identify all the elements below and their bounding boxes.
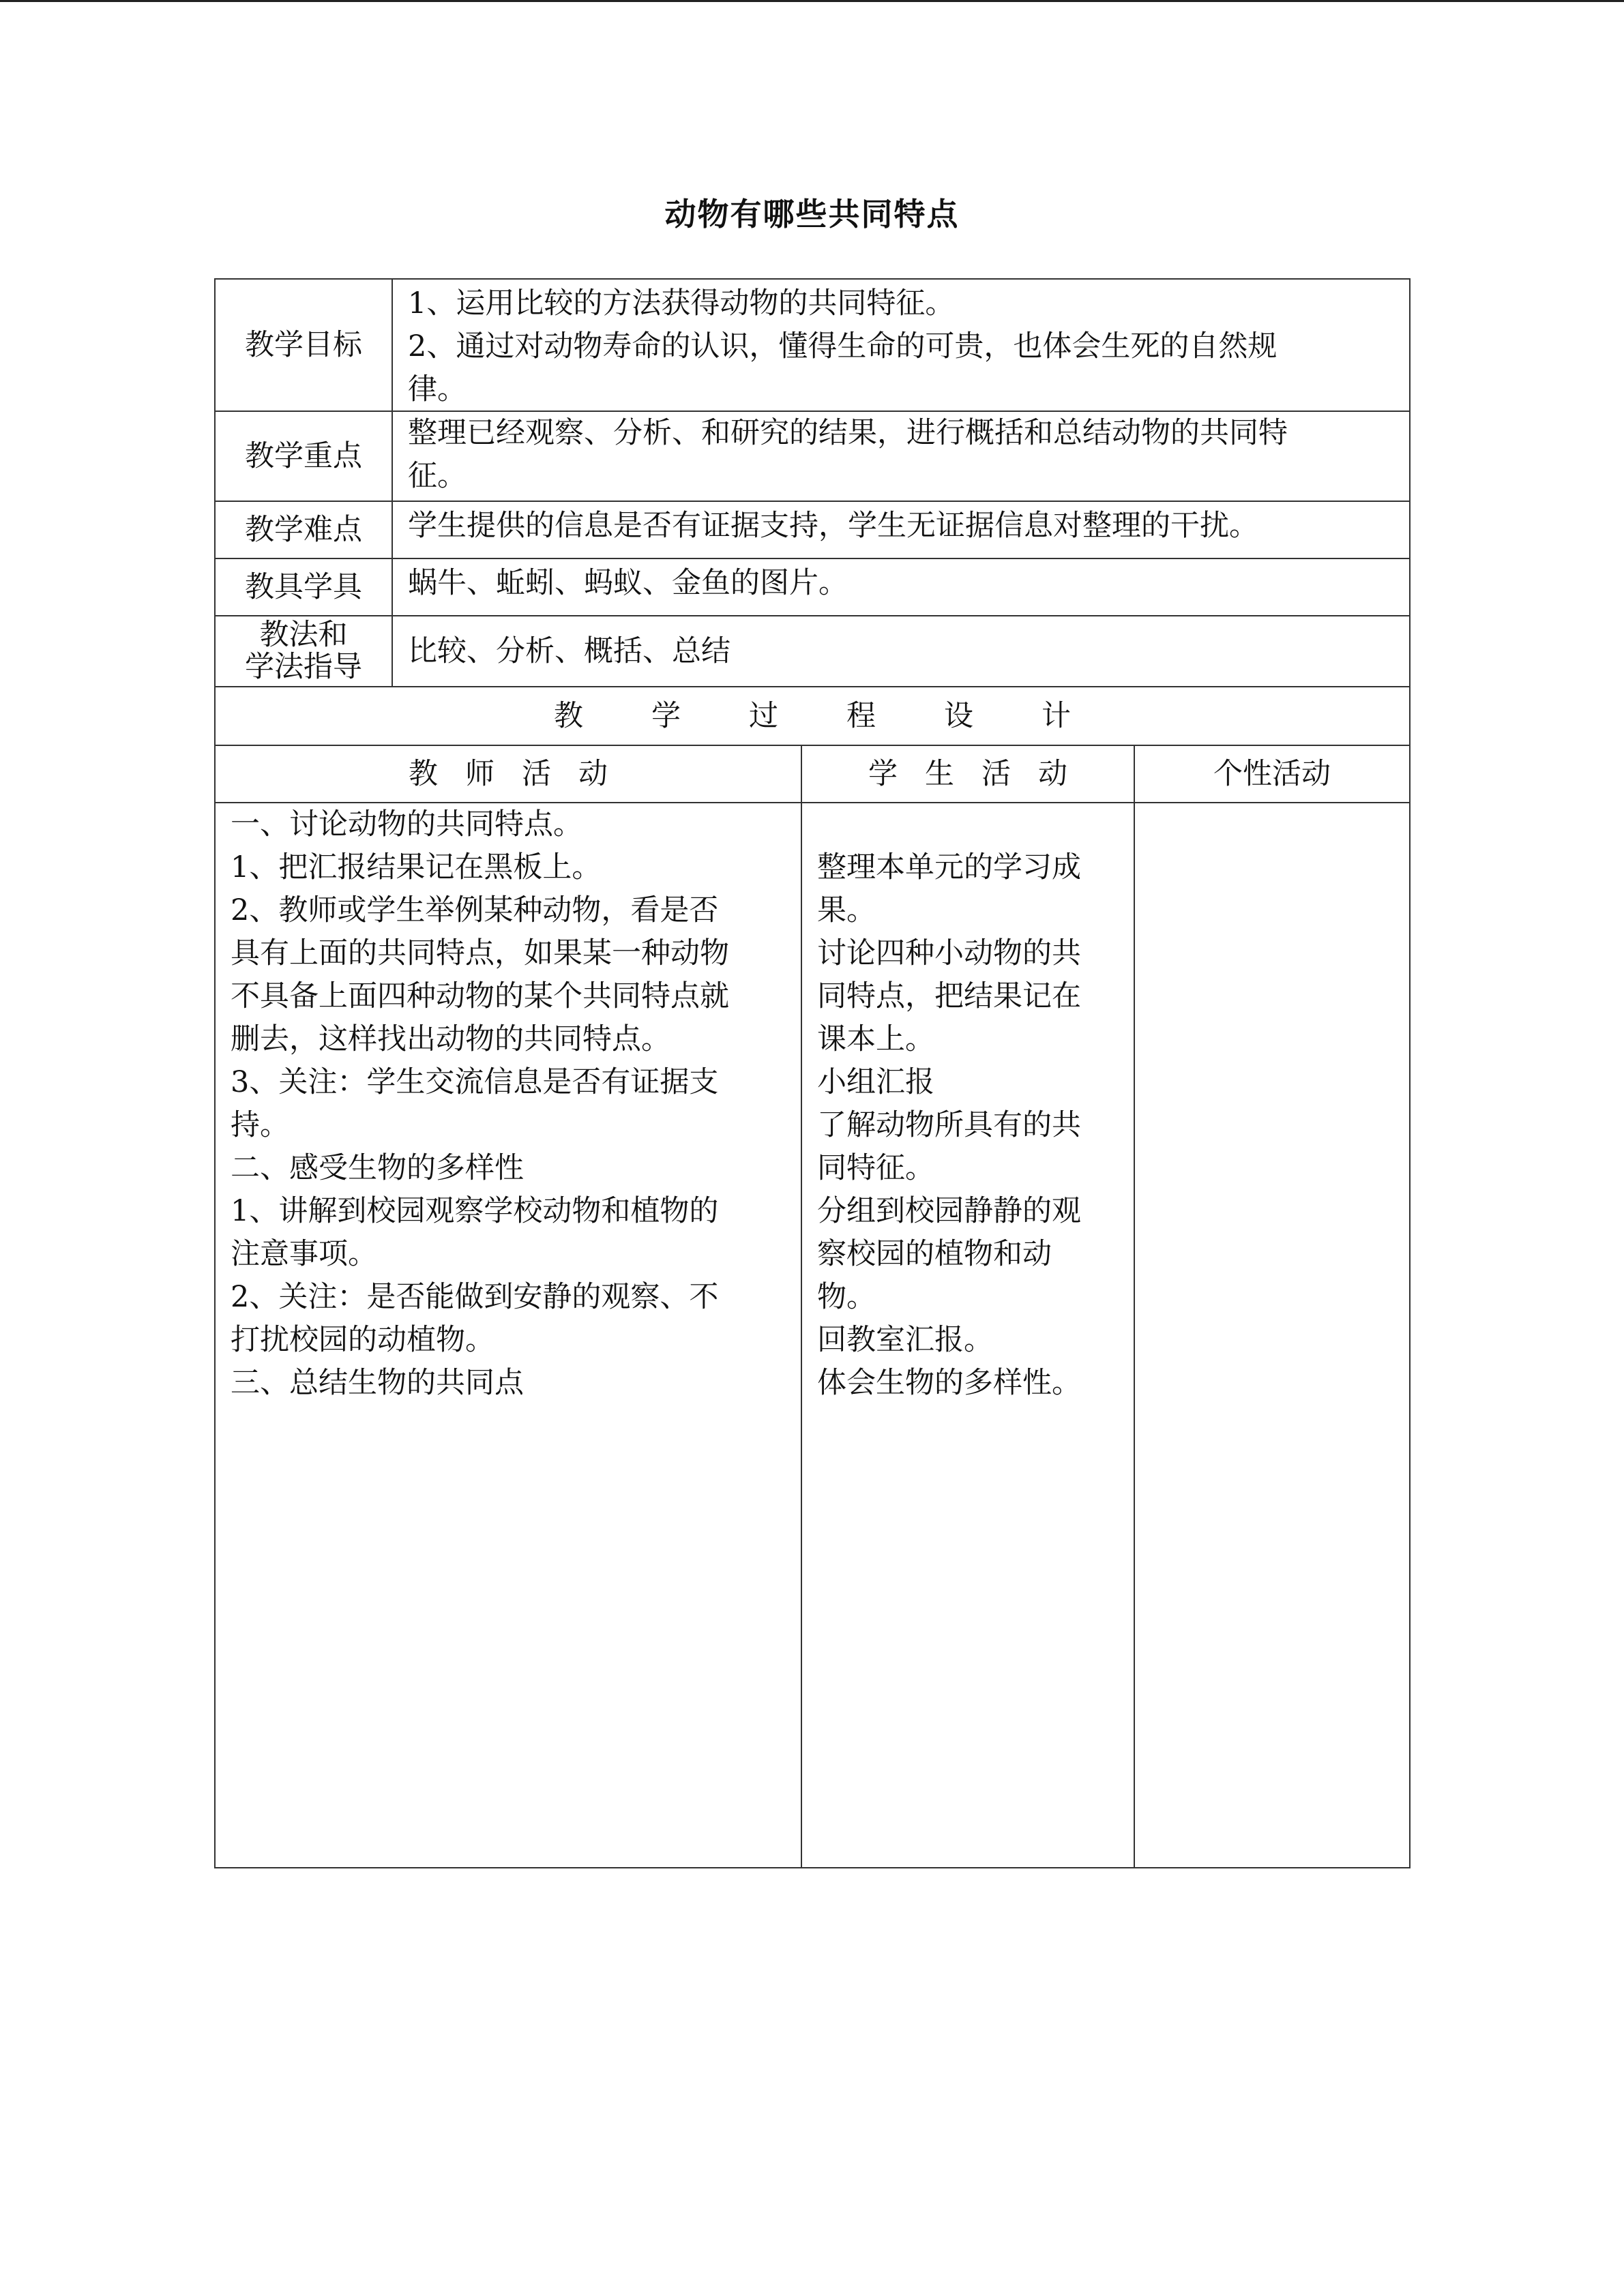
teacher-activity-line: 不具备上面四种动物的某个共同特点就 bbox=[231, 979, 729, 1013]
individual-activity-header: 个性活动 bbox=[1213, 756, 1331, 791]
goals-line: 2、通过对动物寿命的认识，懂得生命的可贵，也体会生死的自然规 bbox=[408, 329, 1278, 363]
methods-label-line: 学法指导 bbox=[245, 650, 362, 684]
page-title: 动物有哪些共同特点 bbox=[664, 196, 960, 233]
student-activity-header: 学生活动 bbox=[868, 756, 1095, 791]
methods-line: 比较、分析、概括、总结 bbox=[408, 634, 730, 668]
student-activity-line: 整理本单元的学习成 bbox=[817, 850, 1081, 884]
teacher-activity-line: 1、把汇报结果记在黑板上。 bbox=[231, 850, 602, 884]
goals-label: 教学目标 bbox=[245, 327, 362, 362]
teacher-activity-line: 持。 bbox=[231, 1108, 289, 1142]
student-activity-line: 果。 bbox=[817, 893, 876, 927]
goals-line: 1、运用比较的方法获得动物的共同特征。 bbox=[408, 286, 955, 320]
lesson-plan-table bbox=[214, 278, 1411, 1868]
student-activity-line: 同特点，把结果记在 bbox=[817, 979, 1081, 1013]
goals-content bbox=[393, 282, 1409, 411]
teacher-activity-line: 删去，这样找出动物的共同特点。 bbox=[231, 1022, 670, 1056]
individual-activity-column bbox=[1135, 803, 1409, 1867]
student-activity-line: 小组汇报 bbox=[817, 1065, 934, 1099]
teacher-activity-line: 2、教师或学生举例某种动物，看是否 bbox=[231, 893, 719, 927]
student-activity-line: 了解动物所具有的共 bbox=[817, 1108, 1081, 1142]
teacher-activity-line: 一、讨论动物的共同特点。 bbox=[231, 807, 582, 841]
teacher-activity-line: 二、感受生物的多样性 bbox=[231, 1151, 524, 1185]
teacher-activity-line: 1、讲解到校园观察学校动物和植物的 bbox=[231, 1194, 719, 1228]
teacher-activity-line: 打扰校园的动植物。 bbox=[231, 1323, 494, 1357]
materials-label: 教具学具 bbox=[245, 569, 362, 604]
student-activity-line: 课本上。 bbox=[817, 1022, 934, 1056]
materials-content bbox=[393, 562, 1409, 615]
teacher-activity-line: 3、关注：学生交流信息是否有证据支 bbox=[231, 1065, 719, 1099]
teacher-activity-header: 教师活动 bbox=[409, 756, 635, 791]
teacher-activity-line: 三、总结生物的共同点 bbox=[231, 1366, 524, 1400]
goals-line: 律。 bbox=[408, 372, 467, 406]
key-points-line: 征。 bbox=[408, 459, 467, 493]
key-points-label: 教学重点 bbox=[245, 438, 362, 473]
difficulties-line: 学生提供的信息是否有证据支持，学生无证据信息对整理的干扰。 bbox=[408, 509, 1258, 543]
student-activity-line: 回教室汇报。 bbox=[817, 1323, 993, 1357]
student-activity-column bbox=[802, 846, 1134, 1867]
student-activity-line: 分组到校园静静的观 bbox=[817, 1194, 1081, 1228]
key-points-line: 整理已经观察、分析、和研究的结果，进行概括和总结动物的共同特 bbox=[408, 416, 1288, 450]
teacher-activity-column bbox=[216, 803, 801, 1867]
row-divider bbox=[216, 558, 1409, 559]
key-points-content bbox=[393, 412, 1409, 501]
process-title: 教学过程设计 bbox=[554, 698, 1139, 733]
methods-content bbox=[393, 630, 1409, 686]
student-activity-line: 同特征。 bbox=[817, 1151, 934, 1185]
row-divider bbox=[216, 501, 1409, 502]
student-activity-line: 察校园的植物和动 bbox=[817, 1237, 1052, 1271]
materials-line: 蜗牛、蚯蚓、蚂蚁、金鱼的图片。 bbox=[408, 566, 848, 600]
methods-label-line: 教法和 bbox=[259, 618, 348, 652]
methods-label bbox=[216, 616, 392, 686]
student-activity-line: 物。 bbox=[817, 1280, 876, 1314]
teacher-activity-line: 2、关注：是否能做到安静的观察、不 bbox=[231, 1280, 719, 1314]
teacher-activity-line: 注意事项。 bbox=[231, 1237, 377, 1271]
top-border-rule bbox=[0, 0, 1624, 2]
teacher-activity-line: 具有上面的共同特点，如果某一种动物 bbox=[231, 936, 729, 970]
difficulties-label: 教学难点 bbox=[245, 512, 362, 547]
row-divider bbox=[216, 615, 1409, 616]
student-activity-line: 讨论四种小动物的共 bbox=[817, 936, 1081, 970]
student-activity-line: 体会生物的多样性。 bbox=[817, 1366, 1081, 1400]
difficulties-content bbox=[393, 505, 1409, 558]
